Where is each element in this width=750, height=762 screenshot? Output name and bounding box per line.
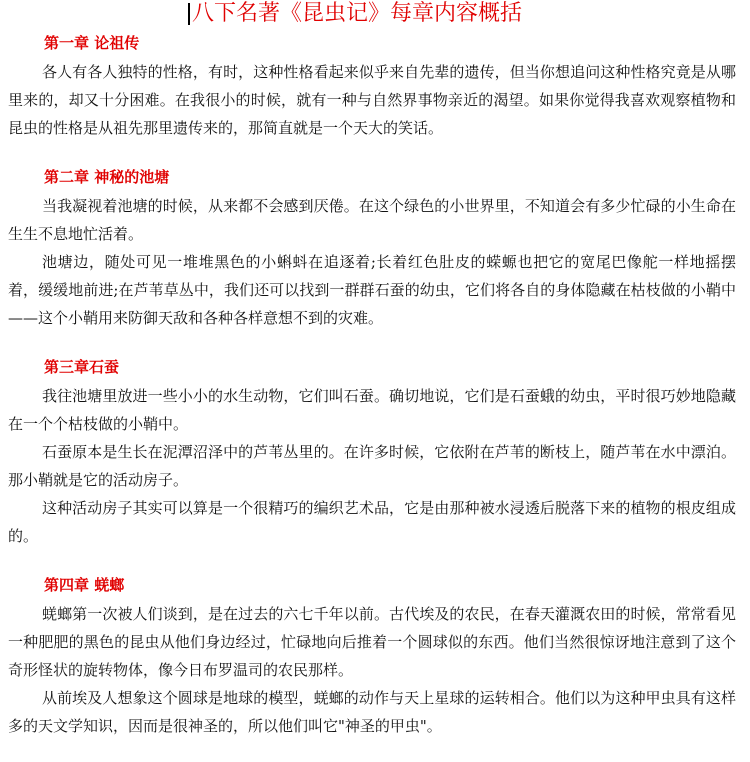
- chapter-heading: 第四章 蜣螂: [44, 576, 125, 594]
- document-body: [8, 30, 736, 762]
- document-title: 八下名著《昆虫记》每章内容概括: [192, 1, 523, 26]
- chapter-2: [8, 164, 736, 332]
- paragraph: 蜣螂第一次被人们谈到，是在过去的六七千年以前。古代埃及的农民，在春天灌溉农田的时候，常常看见一种肥肥的黑色的昆虫从他们身边经过，忙碌地向后推着一个圆球似的东西。他们当然很惊讶地注意到了这个奇形怪状的旋转物体，像今日布罗温司的农民那样。: [8, 605, 736, 679]
- chapter-3: [8, 354, 736, 550]
- paragraph: 我往池塘里放进一些小小的水生动物，它们叫石蚕。确切地说，它们是石蚕蛾的幼虫，平时很巧妙地隐藏在一个个枯枝做的小鞘中。: [8, 387, 736, 433]
- chapter-4: [8, 572, 736, 740]
- paragraph: 从前埃及人想象这个圆球是地球的模型，蜣螂的动作与天上星球的运转相合。他们以为这种甲虫具有这样多的天文学知识，因而是很神圣的，所以他们叫它"神圣的甲虫"。: [8, 689, 736, 735]
- paragraph: 当我凝视着池塘的时候，从来都不会感到厌倦。在这个绿色的小世界里，不知道会有多少忙碌的小生命在生生不息地忙活着。: [8, 197, 736, 243]
- text-cursor: [188, 3, 190, 25]
- paragraph: 池塘边，随处可见一堆堆黑色的小蝌蚪在追逐着;长着红色肚皮的蝾螈也把它的宽尾巴像舵一样地摇摆着，缓缓地前进;在芦苇草丛中，我们还可以找到一群群石蚕的幼虫，它们将各自的身体隐藏在枯枝做的小鞘中——这个小鞘用来防御天敌和各种各样意想不到的灾难。: [8, 253, 736, 327]
- paragraph: 各人有各人独特的性格，有时，这种性格看起来似乎来自先辈的遗传，但当你想追问这种性格究竟是从哪里来的，却又十分困难。在我很小的时候，就有一种与自然界事物亲近的渴望。如果你觉得我喜欢观察植物和昆虫的性格是从祖先那里遗传来的，那简直就是一个天大的笑话。: [8, 63, 736, 137]
- chapter-heading: 第三章石蚕: [44, 358, 120, 376]
- chapter-heading: 第二章 神秘的池塘: [44, 168, 170, 186]
- chapter-1: [8, 30, 736, 142]
- paragraph: 这种活动房子其实可以算是一个很精巧的编织艺术品，它是由那种被水浸透后脱落下来的植物的根皮组成的。: [8, 499, 736, 545]
- paragraph: 石蚕原本是生长在泥潭沼泽中的芦苇丛里的。在许多时候，它依附在芦苇的断枝上，随芦苇在水中漂泊。那小鞘就是它的活动房子。: [8, 443, 736, 489]
- chapter-heading: 第一章 论祖传: [44, 34, 140, 52]
